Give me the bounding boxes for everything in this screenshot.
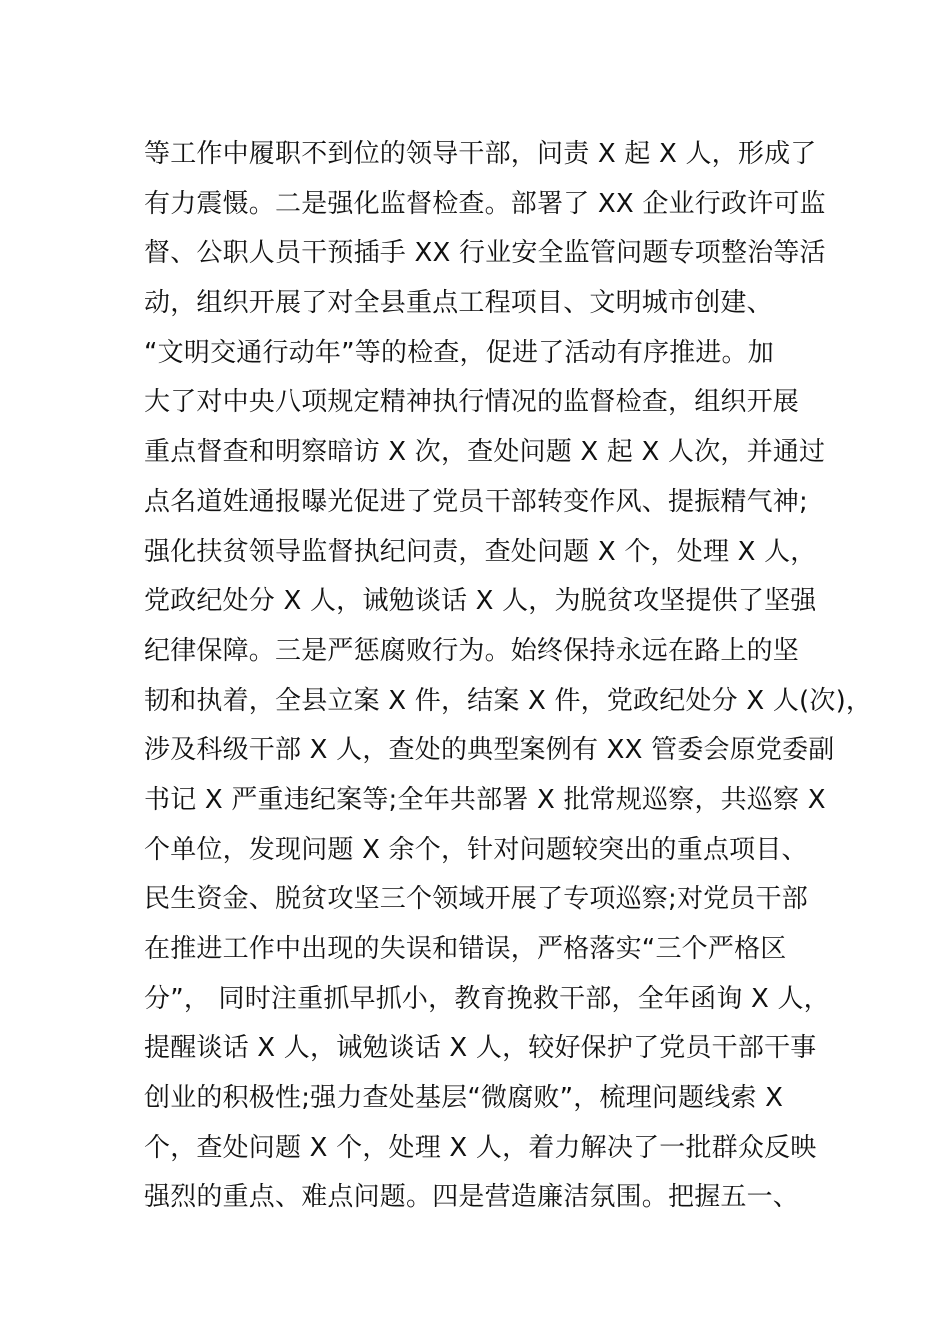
body-text — [144, 130, 873, 1223]
text-line: 督、公职人员干预插手 XX 行业安全监管问题专项整治等活 — [144, 238, 826, 269]
text-line: 强化扶贫领导监督执纪问责，查处问题 X 个，处理 X 人， — [144, 536, 817, 567]
text-line: 点名道姓通报曝光促进了党员干部转变作风、提振精气神; — [144, 486, 808, 517]
text-line: 民生资金、脱贫攻坚三个领域开展了专项巡察;对党员干部 — [144, 884, 808, 915]
text-line: 提醒谈话 X 人，诫勉谈话 X 人，较好保护了党员干部干事 — [144, 1033, 817, 1064]
text-line: 个单位，发现问题 X 余个，针对问题较突出的重点项目、 — [144, 834, 808, 865]
text-line: “文明交通行动年”等的检查，促进了活动有序推进。加 — [144, 337, 774, 368]
text-line: 在推进工作中出现的失误和错误，严格落实“三个严格区 — [144, 934, 787, 964]
text-line: 创业的积极性;强力查处基层“微腐败”，梳理问题线索 X — [144, 1083, 784, 1114]
text-line: 韧和执着，全县立案 X 件，结案 X 件，党政纪处分 X 人(次)， — [144, 685, 873, 716]
text-line: 党政纪处分 X 人，诫勉谈话 X 人，为脱贫攻坚提供了坚强 — [144, 586, 817, 617]
text-line: 纪律保障。三是严惩腐败行为。始终保持永远在路上的坚 — [144, 635, 800, 666]
text-line: 个，查处问题 X 个，处理 X 人，着力解决了一批群众反映 — [144, 1132, 817, 1163]
text-line: 分”， 同时注重抓早抓小，教育挽救干部，全年函询 X 人， — [144, 983, 830, 1014]
text-line: 重点督查和明察暗访 X 次，查处问题 X 起 X 人次，并通过 — [144, 437, 826, 468]
text-line: 有力震慑。二是强化监督检查。部署了 XX 企业行政许可监 — [144, 188, 826, 219]
text-line: 强烈的重点、难点问题。四是营造廉洁氛围。把握五一、 — [144, 1182, 800, 1213]
text-line: 书记 X 严重违纪案等;全年共部署 X 批常规巡察，共巡察 X — [144, 784, 826, 815]
text-line: 涉及科级干部 X 人，查处的典型案例有 XX 管委会原党委副 — [144, 735, 835, 766]
text-line: 等工作中履职不到位的领导干部，问责 X 起 X 人，形成了 — [144, 139, 817, 169]
text-line: 大了对中央八项规定精神执行情况的监督检查，组织开展 — [144, 387, 800, 418]
text-line: 动，组织开展了对全县重点工程项目、文明城市创建、 — [144, 288, 773, 319]
